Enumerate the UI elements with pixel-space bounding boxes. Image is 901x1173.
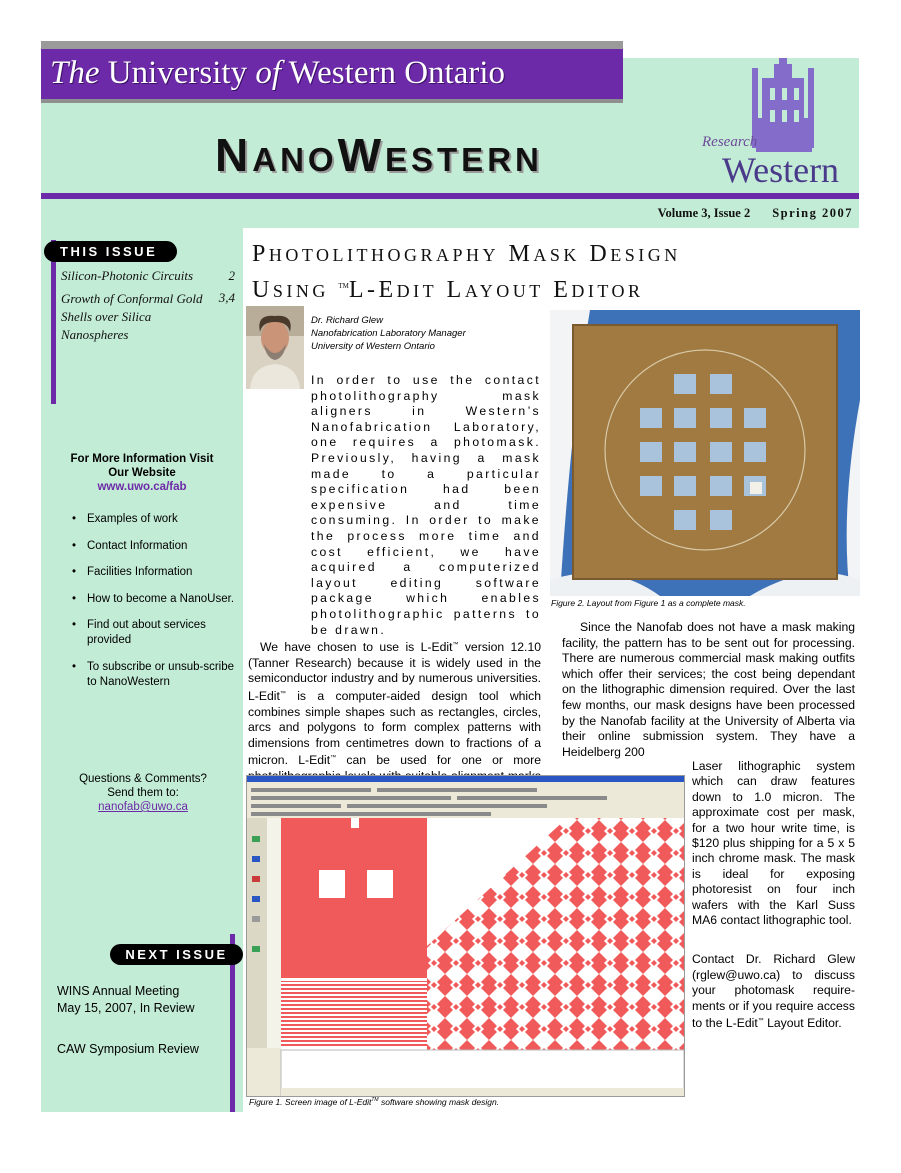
more-info-line: For More Information Visit <box>70 453 214 465</box>
questions-line: Questions & Comments? <box>79 773 207 785</box>
website-features-list <box>70 512 235 701</box>
paragraph: Since the Nanofab does not have a mask making facility, the pattern has to be sent out for processing. There are numerous commercial mask making outfits which offer their services; the cost being dependant on the lithographic dimension required. Over the last few months, our mask designs have been processed by the Nanofab facility at the University of Alberta via their online submission system. They have a Heidelberg 200 <box>562 620 855 759</box>
email-link[interactable]: nanofab@uwo.ca <box>98 801 188 813</box>
sidebar-accent-line <box>51 240 56 404</box>
more-info-block <box>62 452 222 494</box>
title-estern: ESTERN <box>385 141 543 178</box>
author-byline <box>311 314 541 353</box>
toc-item-page: 3,4 <box>218 290 235 305</box>
next-issue-list <box>57 983 227 1058</box>
mask-photo <box>550 310 860 596</box>
list-item: • Facilities Information <box>70 565 235 580</box>
toc-item-page: 2 <box>228 268 235 283</box>
more-info-line: Our Website <box>108 467 176 479</box>
article-column-3 <box>692 759 855 1032</box>
next-issue-label: NEXT ISSUE <box>110 944 243 965</box>
article-title: PHOTOLITHOGRAPHY MASK DESIGN USING ™L-EDIT LAYOUT EDITOR <box>252 241 681 303</box>
title-ano: ANO <box>252 141 338 178</box>
list-item: • How to become a NanoUser. <box>70 592 235 607</box>
this-issue-label: THIS ISSUE <box>44 241 177 262</box>
banner-top-rule <box>41 41 623 49</box>
website-link[interactable]: www.uwo.ca/fab <box>97 481 187 493</box>
author-role: Nanofabrication Laboratory Manager <box>311 328 466 339</box>
next-issue-item: WINS Annual Meeting <box>57 984 180 998</box>
title-w: W <box>337 129 385 181</box>
l-edit-screenshot <box>246 775 685 1097</box>
toc-item-title[interactable]: Growth of Conformal Gold Shells over Silica Nanospheres <box>61 291 203 342</box>
list-item: • Examples of work <box>70 512 235 527</box>
research-western-logo <box>690 58 860 188</box>
next-issue-item: May 15, 2007, In Review <box>57 1001 195 1015</box>
logo-research: Research <box>702 134 758 150</box>
tower-icon <box>752 58 814 152</box>
list-item: • Contact Information <box>70 539 235 554</box>
list-item: • To subscribe or unsub-scribe to NanoWestern <box>70 660 235 690</box>
banner-shadow <box>41 99 623 103</box>
issue-info <box>620 206 853 221</box>
logo-western: Western <box>722 150 840 188</box>
university-name <box>50 55 505 92</box>
volume-issue: Volume 3, Issue 2 <box>657 206 751 220</box>
author-name: Dr. Richard Glew <box>311 315 383 326</box>
banner-university: University <box>107 55 248 91</box>
paragraph: In order to use the contact photolithography mask aligners in Western’s Nanofabrication Laboratory, one requires a photomask. Previously, having a mask made to a particular specification had been expensive and time consuming. In order to make the process more time and cost efficient, we have acquired a computerized layout editing software package which enables photolithographic patterns to be drawn. <box>311 373 541 637</box>
paragraph: Contact Dr. Richard Glew (rglew@uwo.ca) to discuss your photomask require-ments or if you require access to the L-Edit™ Layout Editor. <box>692 952 855 1031</box>
article-column-2 <box>562 620 855 760</box>
paragraph: We have chosen to use is L-Edit™ version 12.10 (Tanner Research) because it is widely used in the semiconductor industry and by numerous universities. L-Edit™ is a computer-aided design tool which combines simple shapes such as rectangles, circles, arcs and polygons to form complex patterns with dimensions from centimetres down to fractions of a micron. L-Edit™ can be used for one or more <box>248 640 541 768</box>
questions-line: Send them to: <box>107 787 179 799</box>
newsletter-title <box>215 128 543 182</box>
banner-of: of <box>255 55 281 91</box>
banner-western-ontario: Western Ontario <box>288 55 506 91</box>
author-org: University of Western Ontario <box>311 341 435 352</box>
paragraph: Laser lithographic system which can draw features down to 1.0 micron. The approximate cost per mask, for a two hour write time, is $120 plus shipping for a 5 x 5 inch chrome mask. The mask is ideal for exposing photoresist on four inch wafers with the Karl Suss MA6 contact lithographic tool. <box>692 759 855 928</box>
title-n: N <box>215 129 253 181</box>
banner-the: The <box>50 55 100 91</box>
toc-item-title[interactable]: Silicon-Photonic Circuits <box>61 268 194 283</box>
questions-block <box>66 772 220 814</box>
next-issue-item: CAW Symposium Review <box>57 1042 199 1056</box>
figure-1-caption: Figure 1. Screen image of L-Edit™ software showing mask design. <box>249 1097 500 1107</box>
header-divider <box>41 193 859 199</box>
season: Spring 2007 <box>772 206 853 220</box>
figure-2-caption: Figure 2. Layout from Figure 1 as a complete mask. <box>551 598 746 608</box>
list-item: • Find out about services provided <box>70 618 235 648</box>
